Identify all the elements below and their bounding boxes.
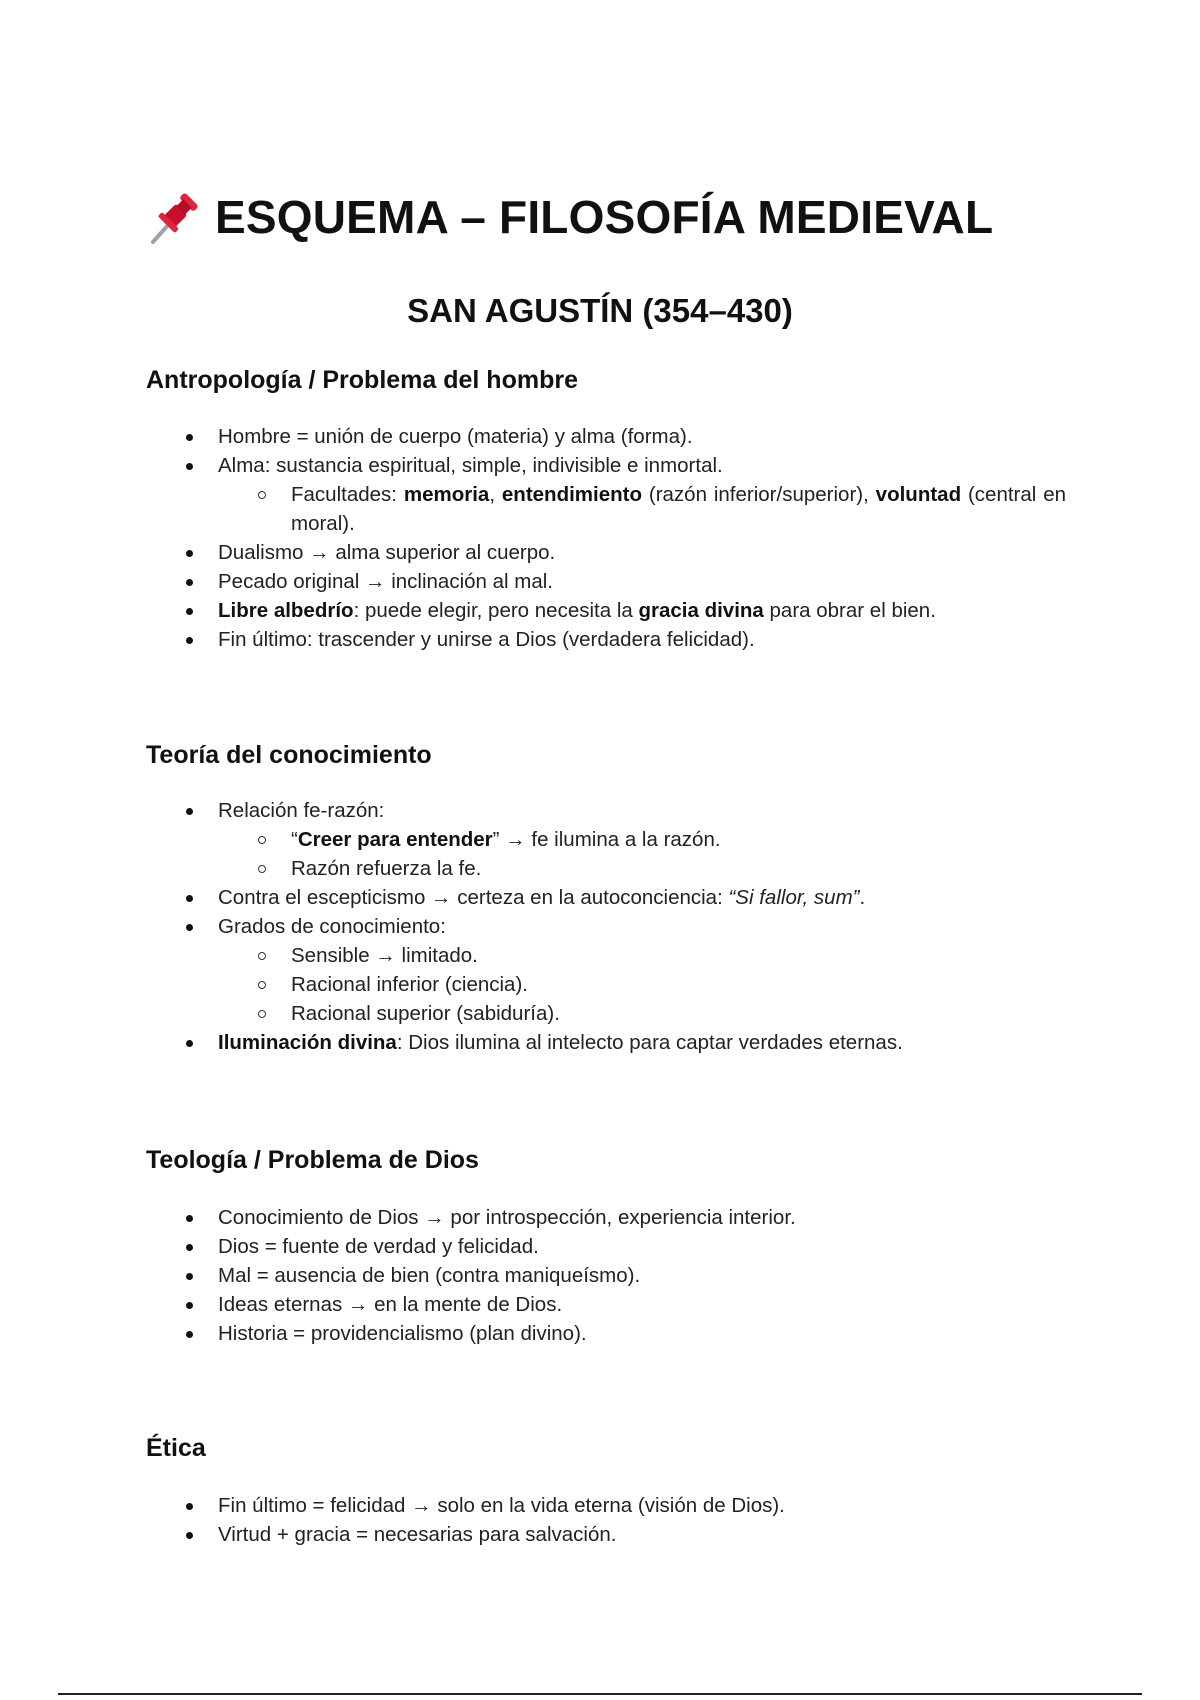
item-text: Fin último: trascender y unirse a Dios (verdadera felicidad). <box>218 628 755 651</box>
list-item <box>146 1290 1066 1319</box>
list-item <box>146 596 1066 625</box>
item-text: Racional superior (sabiduría). <box>291 1002 560 1025</box>
list-item <box>146 1232 1066 1261</box>
bold-term: Iluminación divina <box>218 1031 397 1054</box>
sub-list-item <box>146 854 1066 883</box>
document-title <box>147 188 993 246</box>
item-text: Pecado original → inclinación al mal. <box>218 570 554 593</box>
item-text: Facultades: <box>291 483 404 506</box>
item-text: , <box>489 483 502 506</box>
item-text: Dios = fuente de verdad y felicidad. <box>218 1235 539 1258</box>
item-text: ” → fe ilumina a la razón. <box>492 828 721 851</box>
item-text: Fin último = felicidad → solo en la vida eterna (visión de Dios). <box>218 1494 785 1517</box>
list-item <box>146 1520 1066 1549</box>
list-item <box>146 796 1066 825</box>
sub-list-item <box>146 825 1066 854</box>
item-text: Contra el escepticismo → certeza en la autoconciencia: <box>218 886 729 909</box>
item-text: Sensible → limitado. <box>291 944 478 967</box>
bold-term: voluntad <box>875 483 962 506</box>
sub-list-item <box>146 941 1066 970</box>
item-text: Mal = ausencia de bien (contra maniqueísmo). <box>218 1264 641 1287</box>
item-text: (central en moral). <box>291 483 1066 535</box>
bold-term: memoria <box>403 483 490 506</box>
section-conocimiento <box>146 741 1066 1057</box>
list-item <box>146 1203 1066 1232</box>
sub-list-item <box>146 480 1066 538</box>
list-item <box>146 1028 1066 1057</box>
section-heading: Antropología / Problema del hombre <box>146 366 578 394</box>
item-text: Racional inferior (ciencia). <box>291 973 528 996</box>
list-item <box>146 1319 1066 1348</box>
item-text: Relación fe-razón: <box>218 799 385 822</box>
title-text: ESQUEMA – FILOSOFÍA MEDIEVAL <box>215 191 994 243</box>
list-item <box>146 625 1066 654</box>
section-heading: Teología / Problema de Dios <box>146 1146 479 1174</box>
item-text: : puede elegir, pero necesita la <box>353 599 639 622</box>
sub-list-item <box>146 970 1066 999</box>
item-text: Conocimiento de Dios → por introspección, experiencia interior. <box>218 1206 796 1229</box>
bullet-list <box>146 1491 1066 1549</box>
page-bottom-rule <box>58 1693 1142 1695</box>
item-text: Alma: sustancia espiritual, simple, indivisible e inmortal. <box>218 454 723 477</box>
section-heading: Teoría del conocimiento <box>146 741 432 769</box>
list-item <box>146 1491 1066 1520</box>
item-text: Dualismo → alma superior al cuerpo. <box>218 541 556 564</box>
list-item <box>146 1261 1066 1290</box>
item-text: . <box>859 886 866 909</box>
pushpin-icon <box>147 188 203 246</box>
latin-quote: “Si fallor, sum” <box>728 886 860 909</box>
list-item <box>146 883 1066 912</box>
bold-term: Creer para entender <box>297 828 493 851</box>
list-item <box>146 567 1066 596</box>
section-teologia <box>146 1146 1066 1348</box>
subtitle: SAN AGUSTÍN (354–430) <box>407 292 793 329</box>
list-item <box>146 912 1066 941</box>
item-text: Virtud + gracia = necesarias para salvación. <box>218 1523 617 1546</box>
item-text: (razón inferior/superior), <box>642 483 876 506</box>
item-text: Hombre = unión de cuerpo (materia) y alma (forma). <box>218 425 693 448</box>
list-item <box>146 451 1066 480</box>
item-text: Razón refuerza la fe. <box>291 857 482 880</box>
item-text: “ <box>291 828 298 851</box>
section-antropologia <box>146 366 1066 654</box>
section-etica <box>146 1434 1066 1549</box>
bold-term: entendimiento <box>501 483 642 506</box>
bold-term: gracia divina <box>638 599 764 622</box>
section-heading: Ética <box>146 1434 206 1462</box>
bullet-list <box>146 422 1066 654</box>
bullet-list <box>146 1203 1066 1348</box>
bold-term: Libre albedrío <box>218 599 354 622</box>
item-text: : Dios ilumina al intelecto para captar verdades eternas. <box>396 1031 903 1054</box>
list-item <box>146 422 1066 451</box>
sub-list-item <box>146 999 1066 1028</box>
item-text: Historia = providencialismo (plan divino). <box>218 1322 587 1345</box>
item-text: Grados de conocimiento: <box>218 915 446 938</box>
bullet-list <box>146 796 1066 1057</box>
item-text: Ideas eternas → en la mente de Dios. <box>218 1293 563 1316</box>
list-item <box>146 538 1066 567</box>
item-text: para obrar el bien. <box>763 599 936 622</box>
